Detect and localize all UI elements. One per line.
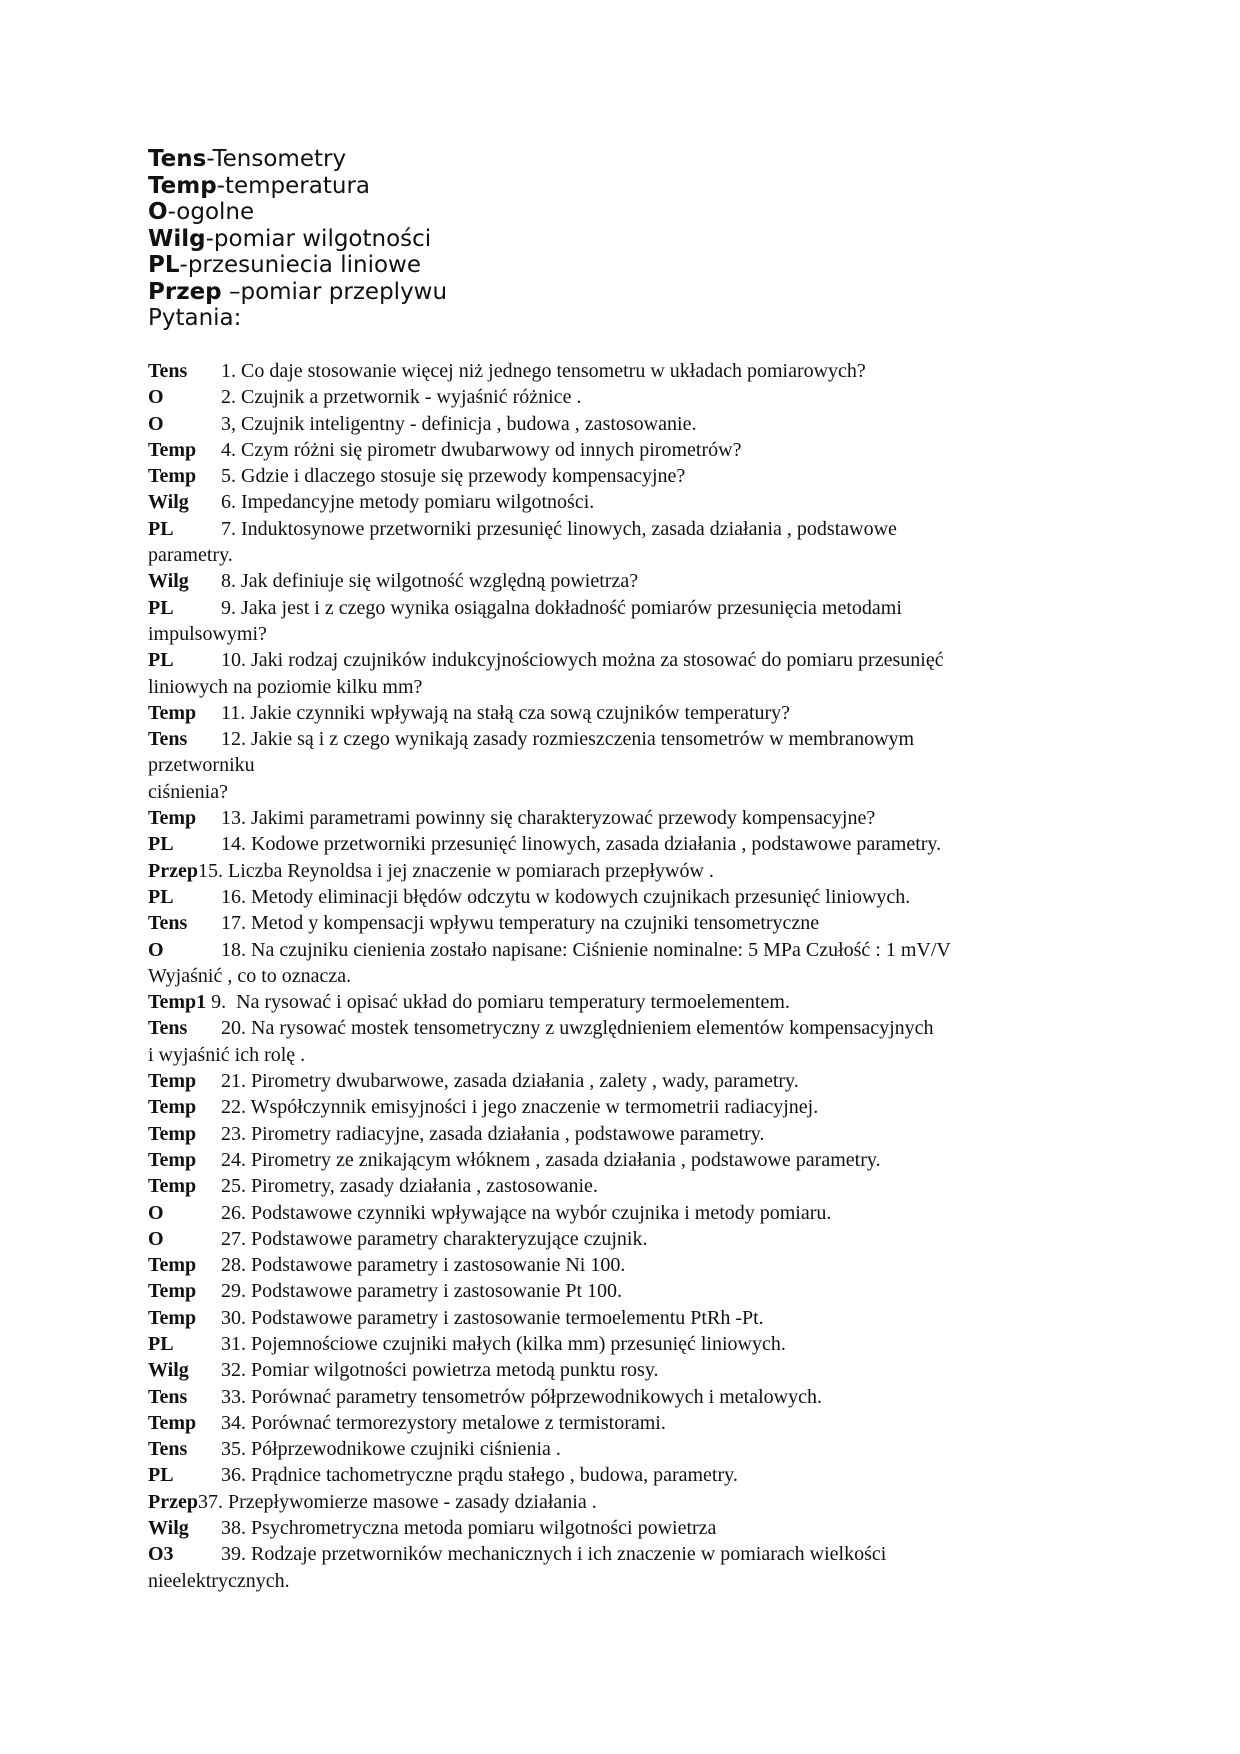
question-item — [148, 1436, 1088, 1462]
question-category-tag: Temp — [148, 1070, 197, 1093]
question-text: 18. Na czujniku cienienia zostało napisane: Ciśnienie nominalne: 5 MPa Czułość : 1 mV/V Wyjaśnić , co to oznacza. — [148, 938, 951, 987]
question-item — [148, 989, 1088, 1015]
legend-key: Wilg — [148, 225, 206, 252]
question-text: 10. Jaki rodzaj czujników indukcyjnościowych można za stosować do pomiaru przesunięć liniowych na poziomie kilku mm? — [148, 649, 944, 698]
legend-desc: -ogolne — [167, 199, 255, 225]
question-category-tag: O — [148, 412, 164, 435]
question-item — [148, 516, 1088, 569]
question-category-tag: PL — [148, 885, 174, 908]
legend-desc: -pomiar wilgotności — [205, 225, 432, 252]
question-category-tag: Temp1 — [148, 991, 207, 1014]
question-category-tag: O — [148, 1227, 164, 1250]
question-text: 3, Czujnik inteligentny - definicja , budowa , zastosowanie. — [221, 412, 697, 435]
legend-key: Temp — [148, 172, 217, 199]
question-text: 35. Półprzewodnikowe czujniki ciśnienia . — [221, 1438, 561, 1461]
question-text: 7. Induktosynowe przetworniki przesunięć linowych, zasada działania , podstawowe parametry. — [148, 517, 897, 567]
question-category-tag: Tens — [148, 728, 188, 751]
question-text: 32. Pomiar wilgotności powietrza metodą punktu rosy. — [221, 1359, 659, 1382]
question-category-tag: Tens — [148, 1017, 188, 1040]
question-item — [148, 1121, 1088, 1147]
question-item — [148, 1357, 1088, 1383]
question-category-tag: Temp — [148, 807, 197, 830]
question-category-tag: PL — [148, 517, 174, 540]
legend-row — [148, 226, 447, 253]
question-text: 24. Pirometry ze znikającym włóknem , zasada działania , podstawowe parametry. — [221, 1148, 881, 1171]
question-text: 27. Podstawowe parametry charakteryzujące czujnik. — [221, 1227, 648, 1250]
question-text: 29. Podstawowe parametry i zastosowanie Pt 100. — [221, 1280, 623, 1303]
question-item — [148, 489, 1088, 515]
question-text: 8. Jak definiuje się wilgotność względną powietrza? — [221, 570, 639, 593]
question-item — [148, 568, 1088, 594]
legend-desc: –pomiar przeplywu — [221, 278, 448, 305]
question-text: 4. Czym różni się pirometr dwubarwowy od innych pirometrów? — [221, 438, 742, 461]
question-text: 36. Prądnice tachometryczne prądu stałego , budowa, parametry. — [221, 1464, 738, 1487]
legend-key: Przep — [148, 278, 222, 305]
question-text: 31. Pojemnościowe czujniki małych (kilka mm) przesunięć liniowych. — [221, 1332, 786, 1355]
question-item — [148, 1515, 1088, 1541]
question-list — [148, 358, 1088, 1594]
question-category-tag: Przep — [148, 859, 198, 882]
legend-row — [148, 279, 447, 306]
question-text: 28. Podstawowe parametry i zastosowanie Ni 100. — [221, 1254, 626, 1277]
question-item — [148, 700, 1088, 726]
question-text: 22. Współczynnik emisyjności i jego znaczenie w termometrii radiacyjnej. — [221, 1096, 819, 1119]
question-item — [148, 1015, 1088, 1068]
question-item — [148, 358, 1088, 384]
question-item — [148, 1489, 1088, 1515]
question-category-tag: Wilg — [148, 491, 189, 514]
question-item — [148, 1462, 1088, 1488]
question-category-tag: Temp — [148, 1175, 197, 1198]
question-category-tag: Temp — [148, 1280, 197, 1303]
question-category-tag: Temp — [148, 1122, 197, 1145]
question-item — [148, 384, 1088, 410]
question-category-tag: PL — [148, 1332, 174, 1355]
question-category-tag: Tens — [148, 1438, 188, 1461]
legend-row — [148, 199, 447, 226]
question-category-tag: Tens — [148, 912, 188, 935]
questions-heading: Pytania: — [148, 305, 242, 331]
question-category-tag: PL — [148, 833, 174, 856]
question-item — [148, 805, 1088, 831]
question-category-tag: Temp — [148, 1254, 197, 1277]
question-text: 26. Podstawowe czynniki wpływające na wybór czujnika i metody pomiaru. — [221, 1201, 832, 1224]
question-item — [148, 1278, 1088, 1304]
legend-row — [148, 173, 447, 200]
question-item — [148, 1068, 1088, 1094]
question-item — [148, 937, 1088, 990]
legend-desc: -przesuniecia liniowe — [179, 252, 421, 278]
question-item — [148, 1173, 1088, 1199]
question-item — [148, 595, 1088, 648]
question-text: 6. Impedancyjne metody pomiaru wilgotności. — [221, 491, 595, 514]
question-text: 39. Rodzaje przetworników mechanicznych i ich znaczenie w pomiarach wielkości nieelektrycznych. — [148, 1543, 887, 1592]
question-item — [148, 437, 1088, 463]
legend — [148, 146, 447, 332]
question-item — [148, 1094, 1088, 1120]
question-text: 1. Co daje stosowanie więcej niż jednego tensometru w układach pomiarowych? — [221, 360, 866, 382]
question-category-tag: O — [148, 386, 164, 409]
question-text: 17. Metod y kompensacji wpływu temperatury na czujniki tensometryczne — [221, 912, 820, 935]
question-category-tag: Temp — [148, 1148, 197, 1171]
question-item — [148, 1541, 1088, 1594]
question-text: 20. Na rysować mostek tensometryczny z uwzględnieniem elementów kompensacyjnych i wyjaśnić ich rolę . — [148, 1017, 934, 1066]
question-category-tag: PL — [148, 596, 174, 619]
question-text: 12. Jakie są i z czego wynikają zasady rozmieszczenia tensometrów w membranowym przetworniku ciśnienia? — [148, 728, 915, 803]
question-item — [148, 1410, 1088, 1436]
question-item — [148, 831, 1088, 857]
question-text: 11. Jakie czynniki wpływają na stałą cza sową czujników temperatury? — [221, 701, 791, 724]
question-category-tag: Wilg — [148, 1359, 189, 1382]
question-item — [148, 910, 1088, 936]
question-category-tag: Tens — [148, 1385, 188, 1408]
question-text: 15. Liczba Reynoldsa i jej znaczenie w pomiarach przepływów . — [197, 859, 714, 882]
question-text: 13. Jakimi parametrami powinny się charakteryzować przewody kompensacyjne? — [221, 807, 876, 830]
question-text: 34. Porównać termorezystory metalowe z termistorami. — [221, 1411, 666, 1434]
legend-key: O — [148, 199, 168, 225]
question-item — [148, 647, 1088, 700]
question-text: 5. Gdzie i dlaczego stosuje się przewody kompensacyjne? — [221, 465, 686, 488]
legend-desc: -Tensometry — [206, 146, 347, 172]
question-text: 30. Podstawowe parametry i zastosowanie termoelementu PtRh -Pt. — [221, 1306, 764, 1329]
question-text: 2. Czujnik a przetwornik - wyjaśnić różnice . — [221, 386, 582, 409]
question-category-tag: O3 — [148, 1543, 174, 1566]
question-text: 38. Psychrometryczna metoda pomiaru wilgotności powietrza — [221, 1517, 717, 1540]
question-item — [148, 1305, 1088, 1331]
question-text: 14. Kodowe przetworniki przesunięć linowych, zasada działania , podstawowe parametry. — [221, 833, 942, 856]
question-item — [148, 1331, 1088, 1357]
question-category-tag: PL — [148, 649, 174, 672]
question-item — [148, 1384, 1088, 1410]
question-text: 9. Na rysować i opisać układ do pomiaru temperatury termoelementem. — [206, 991, 790, 1014]
question-item — [148, 463, 1088, 489]
question-text: 21. Pirometry dwubarwowe, zasada działania , zalety , wady, parametry. — [221, 1070, 799, 1093]
question-category-tag: Temp — [148, 1411, 197, 1434]
question-category-tag: Tens — [148, 360, 188, 382]
question-category-tag: Wilg — [148, 1517, 189, 1540]
question-category-tag: Temp — [148, 465, 197, 488]
question-category-tag: PL — [148, 1464, 174, 1487]
question-text: 25. Pirometry, zasady działania , zastosowanie. — [221, 1175, 598, 1198]
question-text: 9. Jaka jest i z czego wynika osiągalna dokładność pomiarów przesunięcia metodami impulsowymi? — [148, 596, 902, 645]
legend-desc: -temperatura — [216, 172, 370, 199]
question-category-tag: Wilg — [148, 570, 189, 593]
question-item — [148, 1226, 1088, 1252]
question-text: 33. Porównać parametry tensometrów półprzewodnikowych i metalowych. — [221, 1385, 822, 1408]
legend-row — [148, 252, 447, 279]
question-category-tag: Temp — [148, 1096, 197, 1119]
question-item — [148, 1252, 1088, 1278]
question-category-tag: Temp — [148, 438, 197, 461]
legend-key: PL — [148, 252, 180, 278]
question-category-tag: Temp — [148, 701, 197, 724]
legend-row — [148, 146, 447, 173]
question-category-tag: Przep — [148, 1490, 198, 1513]
question-category-tag: Temp — [148, 1306, 197, 1329]
question-item — [148, 1147, 1088, 1173]
legend-key: Tens — [148, 146, 207, 172]
question-text: 37. Przepływomierze masowe - zasady działania . — [197, 1490, 597, 1513]
question-text: 16. Metody eliminacji błędów odczytu w kodowych czujnikach przesunięć liniowych. — [221, 885, 911, 908]
question-category-tag: O — [148, 938, 164, 961]
question-category-tag: O — [148, 1201, 164, 1224]
question-item — [148, 1200, 1088, 1226]
question-item — [148, 726, 1088, 805]
question-text: 23. Pirometry radiacyjne, zasada działania , podstawowe parametry. — [221, 1122, 765, 1145]
question-item — [148, 858, 1088, 884]
question-item — [148, 884, 1088, 910]
question-item — [148, 411, 1088, 437]
